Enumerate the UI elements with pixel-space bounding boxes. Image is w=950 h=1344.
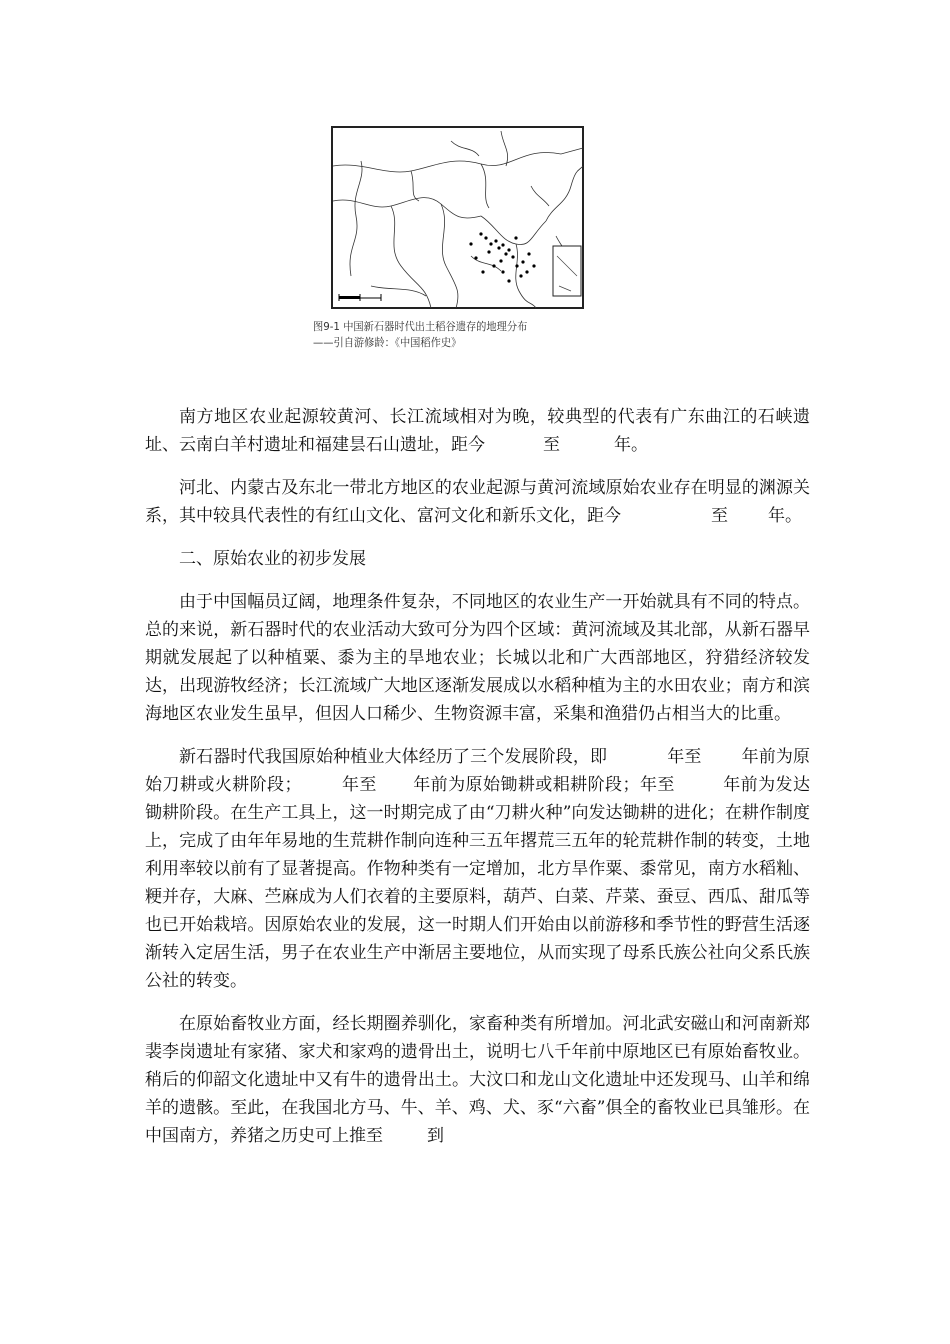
paragraph-south-agriculture xyxy=(145,403,810,459)
paragraph-north-agriculture xyxy=(145,474,810,530)
paragraph-regions: 由于中国幅员辽阔，地理条件复杂，不同地区的农业生产一开始就具有不同的特点。总的来说，新石器时代的农业活动大致可分为四个区域：黄河流域及其北部，从新石器早期就发展起了以种植粟、黍为主的旱地农业；长城以北和广大西部地区，狩猎经济较发达，出现游牧经济；长江流域广大地区逐渐发展成以水稻种植为主的水田农业；南方和滨海地区农业发生虽早，但因人口稀少、生物资源丰富，采集和渔猎仍占相当大的比重。 xyxy=(145,592,810,724)
paragraph-text: 在原始畜牧业方面，经长期圈养驯化，家畜种类有所增加。河北武安磁山和河南新郑裴李岗遗址有家猪、家犬和家鸡的遗骨出土，说明七八千年前中原地区已有原始畜牧业。稍后的仰韶文化遗址中又有牛的遗骨出土。大汶口和龙山文化遗址中还发现马、山羊和绵羊的遗骸。至此，在我国北方马、牛、羊、鸡、犬、豕“六畜”俱全的畜牧业已具雏形。在中国南方，养猪之历史可上推至 xyxy=(145,1014,810,1146)
map-figure xyxy=(313,123,603,358)
paragraph-text: 年。 xyxy=(768,506,802,526)
figure-caption xyxy=(313,319,603,351)
body-text xyxy=(145,403,810,1165)
paragraph-text: 至 xyxy=(711,506,728,526)
paragraph-text: 年前为发达锄耕阶段。在生产工具上，这一时期完成了由“刀耕火种”向发达锄耕的进化；在耕作制度上，完成了由年年易地的生荒耕作制向连种三五年撂荒三五年的轮荒耕作制的转变，土地利用率较以前有了显著提高。作物种类有一定增加，北方旱作粟、黍常见，南方水稻籼、粳并存，大麻、苎麻成为人们衣着的主要原料，葫芦、白菜、芹菜、蚕豆、西瓜、甜瓜等也已开始栽培。因原始农业的发展，这一时期人们开始由以前游移和季节性的野营生活逐渐转入定居生活，男子在农业生产中渐居主要地位，从而实现了母系氏族公社向父系氏族公社的转变。 xyxy=(145,775,810,991)
paragraph-text: 南方地区农业起源较黄河、长江流域相对为晚，较典型的代表有广东曲江的石峡遗址、云南白羊村遗址和福建昙石山遗址，距今 xyxy=(145,407,810,455)
paragraph-text: 年至 xyxy=(341,775,377,795)
paragraph-text: 年。 xyxy=(614,435,648,455)
caption-line-2: ——引自游修龄：《中国稻作史》 xyxy=(313,336,462,349)
paragraph-text: 至 xyxy=(543,435,560,455)
paragraph-animal-husbandry xyxy=(145,1010,810,1150)
paragraph-text: 年前为原始锄耕或耜耕阶段； xyxy=(412,775,640,795)
paragraph-text: 年至 xyxy=(667,747,702,767)
paragraph-text: 年前为原始刀耕或火耕阶段； xyxy=(145,747,810,795)
paragraph-text: 到 xyxy=(427,1126,444,1146)
paragraph-text: 河北、内蒙古及东北一带北方地区的农业起源与黄河流域原始农业存在明显的渊源关系，其中较具代表性的有红山文化、富河文化和新乐文化，距今 xyxy=(145,478,810,526)
paragraph-text: 新石器时代我国原始种植业大体经历了三个发展阶段，即 xyxy=(179,747,608,767)
paragraph-cultivation-stages xyxy=(145,743,810,995)
paragraph-text: 年至 xyxy=(639,775,675,795)
section-heading: 二、原始农业的初步发展 xyxy=(179,549,366,569)
caption-line-1: 图9-1 中国新石器时代出土稻谷遗存的地理分布 xyxy=(313,320,528,333)
china-rice-sites-map xyxy=(331,126,584,309)
